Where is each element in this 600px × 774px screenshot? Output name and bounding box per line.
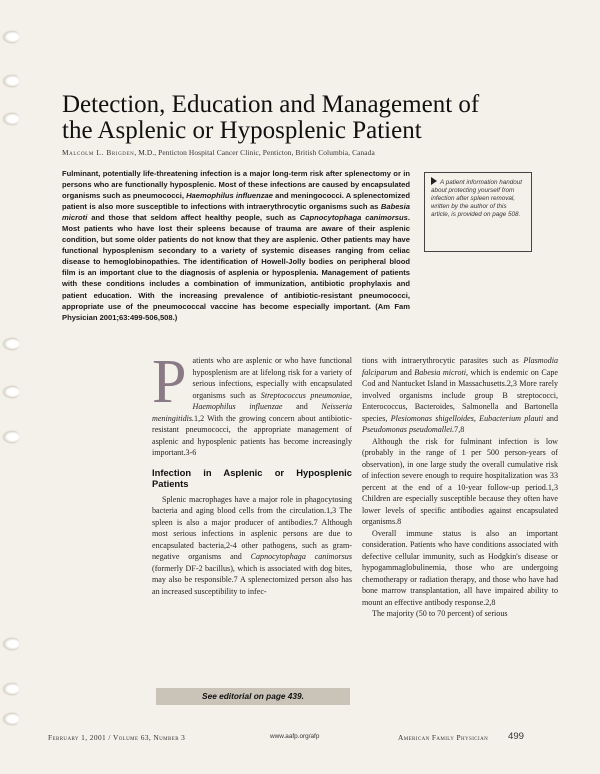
footer-date-issue: February 1, 2001 / Volume 63, Number 3 [48, 733, 186, 742]
body-italic: Babesia microti [414, 367, 466, 377]
binder-hole [2, 30, 20, 44]
byline-affiliation: , M.D., Penticton Hospital Cancer Clinic, Penticton, British Columbia, Canada [134, 148, 375, 157]
intro-paragraph [152, 348, 352, 459]
body-column-right [362, 355, 558, 620]
patient-handout-box [424, 172, 532, 252]
body-italic: Streptococcus pneumoniae, Haemophilus influenzae [192, 390, 352, 411]
body-text: and [282, 402, 322, 411]
body-paragraph: Overall immune status is also an important consideration. Patients who have conditions associated with defective cellular immunity, such as Hodgkin's disease or hypogammaglobulinemia, those who are undergoing chemotherapy or radiation therapy, and those who have had bone marrow transplantation, all have impaired ability to mount an effective antibody response.2,8 [362, 528, 558, 607]
body-paragraph: The majority (50 to 70 percent) of serious [372, 609, 508, 618]
body-text: tions with intraerythrocytic parasites such as [362, 356, 524, 365]
binder-hole [2, 74, 20, 88]
abstract-text: and meningococci. A splenectomized patient is also more susceptible to infections with intraerythrocytic organisms such as [62, 191, 410, 212]
body-paragraph [362, 355, 558, 436]
body-paragraph [152, 494, 352, 598]
abstract [62, 168, 410, 323]
binder-hole [2, 637, 20, 651]
abstract-text: and those that seldom affect healthy people, such as [87, 213, 300, 223]
binder-hole [2, 682, 20, 696]
binder-hole [2, 112, 20, 126]
body-paragraph: Although the risk for fulminant infection is low (probably in the range of 1 per 500 person-years of observation), in one large study the overall cumulative risk of infection severe enough to require hospitalization was 33 percent at the end of a 10-year follow-up period.1,3 Children are especially susceptible because they often have lower levels of specific antibodies against encapsulated organisms.8 [362, 436, 558, 526]
body-text: and [543, 413, 559, 423]
footer-url: www.aafp.org/afp [270, 733, 320, 740]
body-text: Splenic macrophages have a major role in phagocytosing bacteria and aging blood cells from the circulation.1,3 The spleen is also a major producer of antibodies.7 Although most serious infections in asplenic persons are due to encapsulated bacteria,2-4 other pathogens, such as gram-negative organisms and [152, 494, 352, 561]
body-text: and [397, 367, 415, 377]
body-italic: Pseudomonas pseudomallei. [362, 425, 455, 434]
body-text: 7,8 [454, 425, 465, 434]
page-number: 499 [508, 731, 525, 742]
body-text: (formerly DF-2 bacillus), which is associated with dog bites, may also be responsible.7 A splenectomized person also has an increased susceptibility to infec- [152, 563, 352, 596]
article-title: Detection, Education and Management of the Asplenic or Hyposplenic Patient [62, 91, 480, 144]
byline [62, 148, 542, 157]
abstract-text: Fulminant, potentially life-threatening infection is a major long-term risk after splenectomy or in persons who are functionally hyposplenic. Most of these infections are caused by encapsulated organisms such as pneumococci, [62, 169, 410, 201]
editorial-callout: See editorial on page 439. [156, 688, 350, 705]
abstract-text: . Most patients who have lost their spleens because of trauma are aware of their asplenic condition, but some older patients do not know that they are asplenic. Other patients may have functional hyposplenism secondary to a variety of systemic diseases ranging from celiac disease to hemoglobinopathies. The identification of Howell-Jolly bodies on peripheral blood film is an important clue to the diagnosis of asplenia or hyposplenia. Management of patients with these conditions includes a combination of immunization, antibiotic prophylaxis and patient education. With the increasing prevalence of antibiotic-resistant pneumococci, appropriate use of the pneumococcal vaccine has become especially important. (Am Fam Physician 2001;63:499-506,508.) [62, 213, 410, 322]
body-text: 1,2 With the growing concern about antibiotic-resistant pneumococci, the appropriate management of asplenic and hyposplenic patients has become increasingly important.3-6 [152, 413, 352, 457]
body-text: atients who are asplenic or who have functional hyposplenism are at lifelong risk for a variety of serious infections, especially with encapsulated organisms such as [192, 356, 352, 400]
binder-hole [2, 337, 20, 351]
byline-author: Malcolm L. Brigden [62, 148, 135, 157]
drop-cap: P [152, 348, 187, 416]
binder-hole [2, 430, 20, 444]
body-italic: Plasmodia falciparum [362, 356, 558, 377]
body-text: , which is endemic on Cape Cod and Nantucket Island in Massachusetts.2,3 More rarely involved organisms include group B streptococci, Enterococcus, Bacteroides, Salmonella and Bartonella species, [362, 367, 559, 423]
abstract-italic: Babesia microti [62, 202, 410, 223]
footer-journal: American Family Physician [398, 733, 489, 742]
abstract-italic: Haemophilus influenzae [186, 191, 273, 201]
section-heading: Infection in Asplenic or Hyposplenic Patients [152, 466, 352, 489]
triangle-arrow-icon [431, 177, 437, 185]
body-italic: Plesiomonas shigelloides, Eubacterium plauti [390, 413, 544, 423]
body-italic: Capnocytophaga canimorsus [250, 552, 352, 561]
binder-hole [2, 712, 20, 726]
body-italic: Neisseria meningitidis. [152, 402, 352, 423]
patient-handout-note: A patient information handout about protecting yourself from infection after spleen removal, written by the author of this article, is provided on page 508. [431, 179, 523, 218]
body-column-left [152, 348, 352, 597]
abstract-italic: Capnocytophaga canimorsus [299, 213, 408, 223]
binder-hole [2, 385, 20, 399]
